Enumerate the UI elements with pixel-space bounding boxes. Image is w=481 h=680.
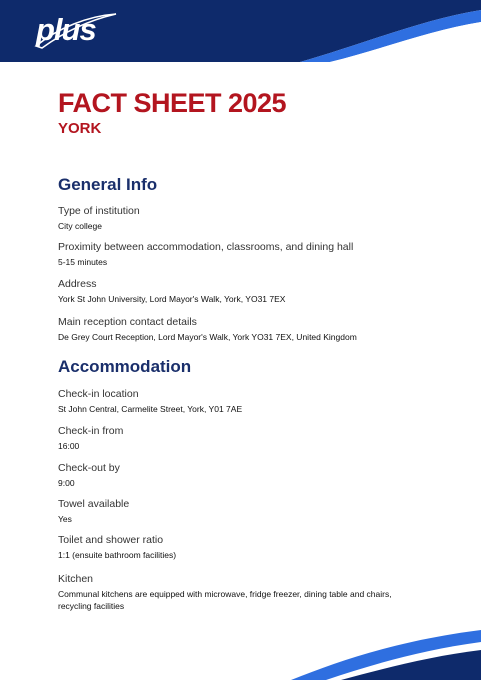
item-label: Towel available: [58, 498, 130, 510]
item-label: Address: [58, 278, 97, 290]
item-label: Check-out by: [58, 462, 120, 474]
item-value: 9:00: [58, 478, 75, 488]
item-label: Kitchen: [58, 573, 94, 585]
plus-logo: plus: [36, 12, 96, 47]
item-value-line-1: Communal kitchens are equipped with microwave, fridge freezer, dining table and chairs,: [58, 589, 392, 599]
accommodation-heading: Accommodation: [58, 357, 192, 376]
info-item-reception: [58, 316, 438, 343]
info-item-institution-type: [58, 205, 438, 232]
info-item-address: [58, 278, 438, 305]
info-item-proximity: [58, 241, 438, 268]
document-subtitle: YORK: [58, 120, 102, 137]
footer-band: [291, 630, 481, 680]
accommodation-item-kitchen: [58, 573, 438, 612]
accommodation-item-toilet-ratio: [58, 534, 438, 561]
item-label: Check-in from: [58, 425, 124, 437]
item-value-line-2: recycling facilities: [58, 601, 125, 611]
item-value: Yes: [58, 514, 72, 524]
item-value: York St John University, Lord Mayor's Walk, York, YO31 7EX: [58, 294, 286, 304]
accommodation-item-towel: [58, 498, 438, 525]
item-label: Type of institution: [58, 205, 140, 217]
item-label: Main reception contact details: [58, 316, 197, 328]
accommodation-item-checkin-location: [58, 388, 438, 415]
accommodation-item-checkout-by: [58, 462, 438, 489]
item-value: 5-15 minutes: [58, 257, 108, 267]
item-label: Toilet and shower ratio: [58, 534, 164, 546]
item-value: De Grey Court Reception, Lord Mayor's Walk, York YO31 7EX, United Kingdom: [58, 332, 357, 342]
accommodation-item-checkin-from: [58, 425, 438, 452]
item-label: Proximity between accommodation, classrooms, and dining hall: [58, 241, 354, 253]
item-value: St John Central, Carmelite Street, York, Y01 7AE: [58, 404, 243, 414]
document-title: FACT SHEET 2025: [58, 88, 287, 118]
item-label: Check-in location: [58, 388, 139, 400]
logo-swoosh-icon: [28, 10, 120, 50]
general-info-heading: General Info: [58, 175, 158, 194]
item-value: 1:1 (ensuite bathroom facilities): [58, 550, 177, 560]
item-value: City college: [58, 221, 102, 231]
item-value: 16:00: [58, 441, 80, 451]
